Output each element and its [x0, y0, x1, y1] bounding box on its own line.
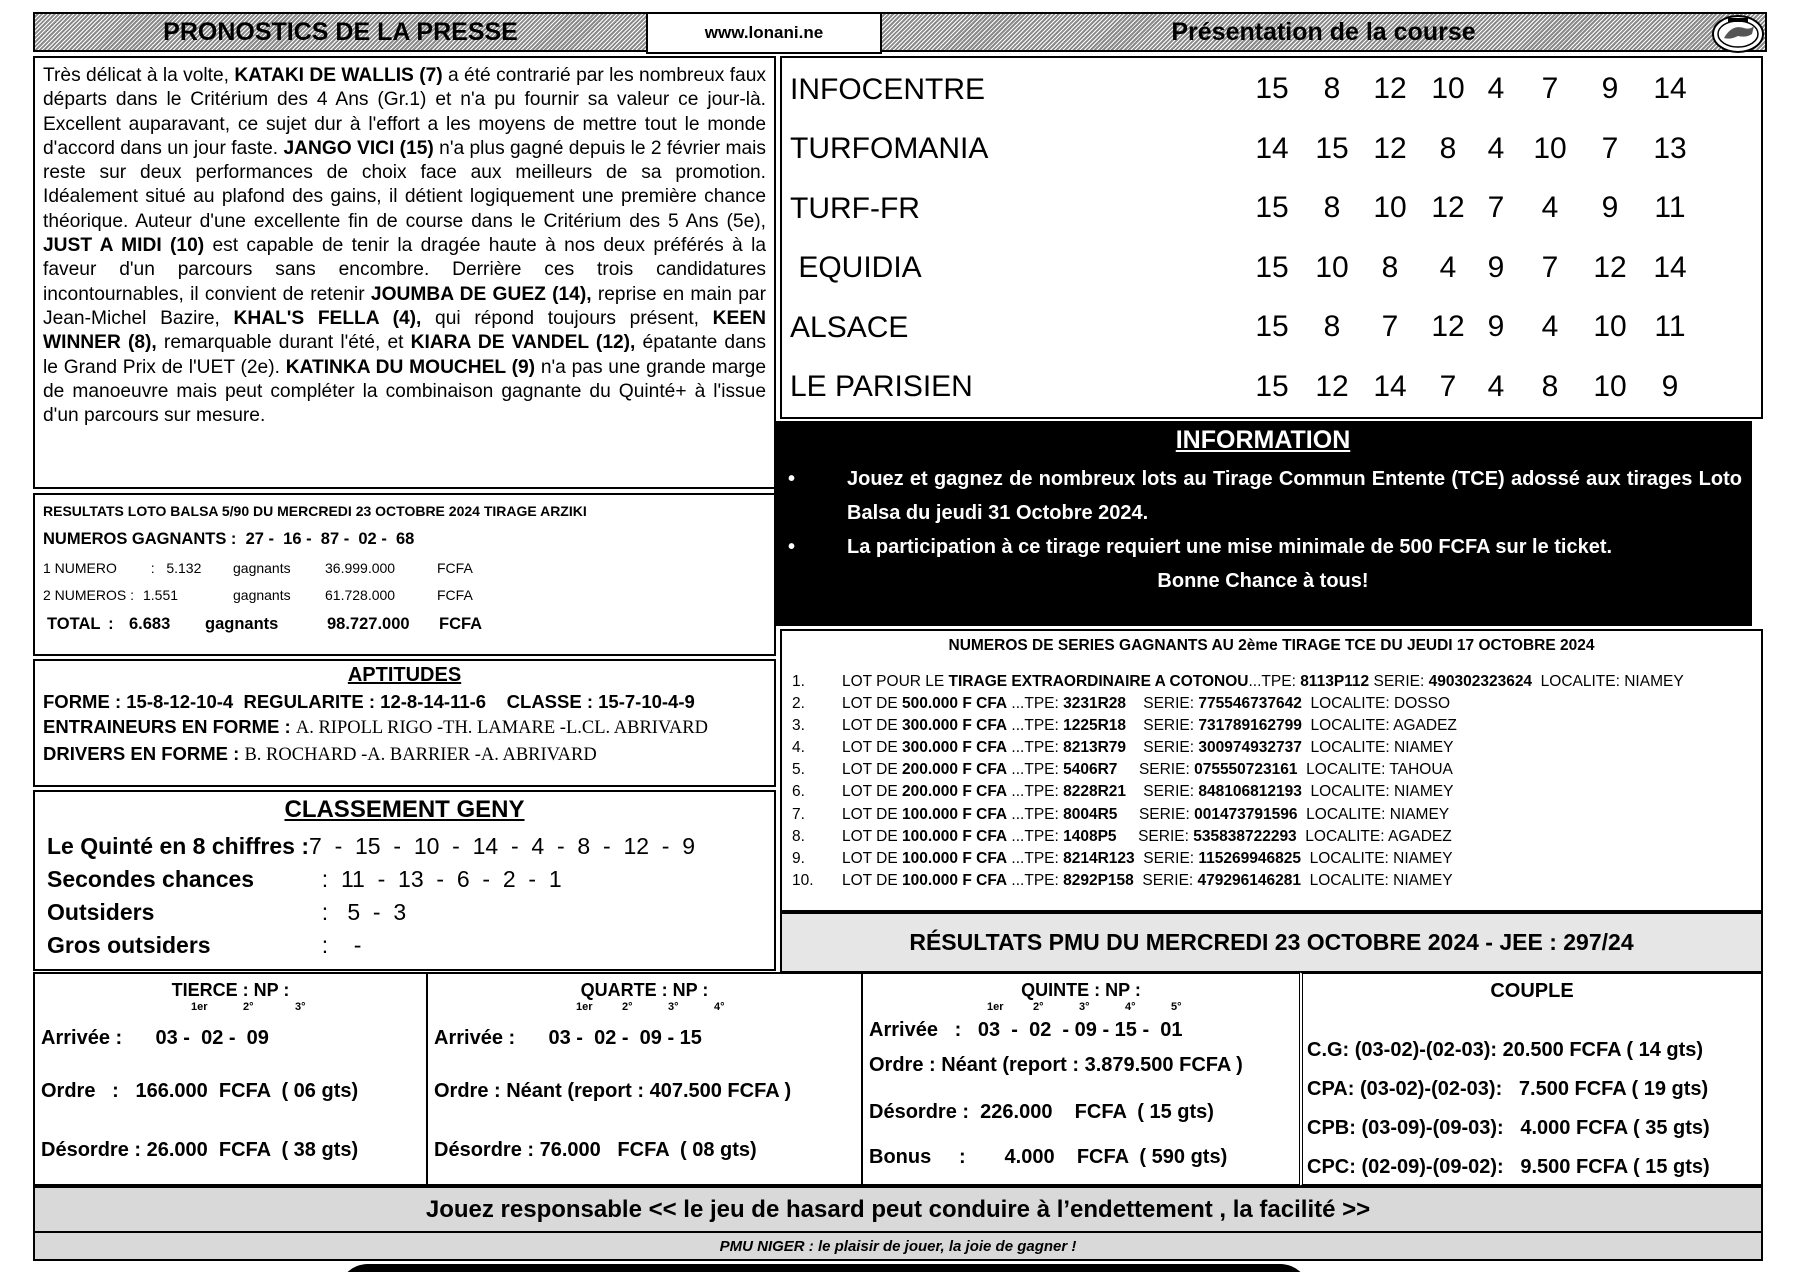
loto-cell: 36.999.000	[325, 560, 396, 576]
tce-row	[782, 737, 1761, 759]
press-pick-number: 9	[1487, 310, 1505, 343]
press-pick-number: 7	[1439, 369, 1457, 403]
press-pick-number: 10	[1593, 369, 1627, 403]
tce-cell: 848106812193	[1198, 783, 1302, 801]
tce-cell: SERIE:	[1126, 783, 1199, 801]
tce-cell: 490302323624	[1428, 673, 1533, 690]
press-pick-number: 7	[1381, 310, 1399, 343]
classement-geny-panel	[33, 790, 776, 971]
loto-row	[43, 582, 766, 609]
geny-value: : 5 - 3	[309, 899, 407, 925]
press-pick-number: 8	[1439, 131, 1457, 165]
tce-row-number: 5.	[792, 761, 805, 779]
tce-title: NUMEROS DE SERIES GAGNANTS AU 2ème TIRAGE TCE DU JEUDI 17 OCTOBRE 2024	[948, 637, 1595, 654]
press-row	[782, 358, 1761, 418]
loto-row	[43, 555, 766, 582]
press-pick-number: 12	[1373, 72, 1407, 105]
information-item: • Jouez et gagnez de nombreux lots au Tirage Commun Entente (TCE) adossé aux tirages Loto Balsa du jeudi 31 Octobre 2024.	[774, 462, 1752, 530]
press-pick-number: 15	[1255, 250, 1289, 284]
press-pick-number: 14	[1653, 250, 1687, 284]
tce-cell: LOT DE	[842, 871, 903, 889]
tce-cell: SERIE:	[1126, 739, 1199, 757]
tce-cell: LOT POUR LE	[842, 673, 949, 690]
press-pick-number: 4	[1487, 72, 1505, 105]
rank-label: 2°	[622, 1001, 633, 1013]
tce-cell: SERIE:	[1116, 827, 1194, 845]
loto-winning-numbers: NUMEROS GAGNANTS : 27 - 16 - 87 - 02 - 68	[43, 530, 415, 548]
press-row	[782, 60, 1761, 120]
press-pick-number: 10	[1373, 191, 1407, 224]
pmu-results-title-bar	[780, 912, 1763, 973]
quarte-title: QUARTE : NP :	[580, 980, 709, 1000]
press-pick-number: 10	[1431, 72, 1465, 105]
tce-cell: ...TPE:	[1007, 695, 1064, 713]
tce-cell: LOCALITE: AGADEZ	[1296, 827, 1452, 845]
loto-cell: FCFA	[437, 587, 473, 603]
tce-row-number: 8.	[792, 827, 805, 845]
tce-cell: 100.000 F CFA	[902, 871, 1008, 889]
press-pick-number: 15	[1255, 369, 1289, 403]
press-pick-number: 7	[1541, 250, 1559, 284]
press-pick-number: 9	[1661, 369, 1679, 403]
horse-name: JUST A MIDI (10)	[43, 235, 205, 257]
quarte-arrivee: Arrivée : 03 - 02 - 09 - 15	[434, 1027, 702, 1049]
loto-cell: 1.551	[143, 587, 179, 603]
geny-row	[35, 830, 774, 863]
tce-cell: LOT DE	[842, 761, 903, 779]
tce-cell: SERIE:	[1369, 673, 1429, 690]
tce-cell: LOCALITE: NIAMEY	[1301, 871, 1453, 889]
website-box	[646, 12, 882, 54]
tce-cell: LOT DE	[842, 827, 903, 845]
pmu-results-title: RÉSULTATS PMU DU MERCREDI 23 OCTOBRE 2024 - JEE : 297/24	[909, 929, 1634, 955]
horse-logo-icon	[1710, 12, 1766, 54]
press-row	[782, 179, 1761, 239]
tce-cell: 8213R79	[1063, 739, 1127, 757]
press-pick-number: 8	[1381, 250, 1399, 284]
tce-cell: 300.000 F CFA	[902, 739, 1008, 757]
quinte-desordre: Désordre : 226.000 FCFA ( 15 gts)	[869, 1101, 1214, 1123]
geny-label: Le Quinté en 8 chiffres :	[47, 833, 309, 859]
pronostic-text	[33, 56, 776, 489]
tce-cell: 100.000 F CFA	[902, 805, 1008, 823]
rank-label: 3°	[1079, 1001, 1090, 1013]
press-source-name: TURFOMANIA	[790, 132, 989, 166]
loto-cell: FCFA	[437, 560, 473, 576]
press-source-name: TURF-FR	[790, 191, 920, 225]
press-pick-number: 9	[1601, 72, 1619, 105]
loto-title: RESULTATS LOTO BALSA 5/90 DU MERCREDI 23 OCTOBRE 2024 TIRAGE ARZIKI	[43, 503, 587, 519]
rank-label: 5°	[1171, 1001, 1182, 1013]
tce-row	[782, 848, 1761, 870]
pronostic-fragment: remarquable durant l'été, et	[156, 332, 411, 354]
press-pick-number: 14	[1653, 72, 1687, 105]
horse-name: KEEN WINNER (8),	[43, 307, 766, 354]
press-pick-number: 4	[1487, 369, 1505, 403]
tce-cell: ...TPE:	[1007, 849, 1064, 867]
press-predictions-table	[780, 56, 1763, 419]
geny-row	[35, 896, 774, 929]
tce-cell: SERIE:	[1134, 849, 1199, 867]
quarte-result	[426, 972, 863, 1186]
tce-row-number: 4.	[792, 739, 805, 757]
tce-cell: 8292P158	[1063, 871, 1134, 889]
horse-name: KIARA DE VANDEL (12),	[410, 332, 636, 354]
loto-total-row	[43, 609, 766, 639]
tce-cell: 300974932737	[1198, 739, 1302, 757]
tce-cell: 500.000 F CFA	[902, 695, 1008, 713]
information-item: • La participation à ce tirage requiert une mise minimale de 500 FCFA sur le ticket.	[774, 530, 1752, 564]
tce-cell: 8228R21	[1063, 783, 1127, 801]
press-pick-number: 9	[1487, 250, 1505, 284]
tce-cell: ...TPE:	[1007, 783, 1064, 801]
loto-total-cell: 6.683	[129, 615, 171, 633]
aptitudes-forme: FORME : 15-8-12-10-4 REGULARITE : 12-8-14-11-6 CLASSE : 15-7-10-4-9	[43, 691, 695, 712]
slogan-text: PMU NIGER : le plaisir de jouer, la joie de gagner !	[719, 1237, 1077, 1255]
horse-name: JANGO VICI (15)	[283, 137, 434, 159]
quinte-ordre: Ordre : Néant (report : 3.879.500 FCFA )	[869, 1054, 1243, 1076]
responsible-gaming-bar	[33, 1186, 1763, 1233]
press-pick-number: 8	[1541, 369, 1559, 403]
tce-cell: 200.000 F CFA	[902, 783, 1008, 801]
pronostic-fragment: n'a plus gagné depuis le 2 février mais reste sur deux performances de choix face aux meilleurs de sa promotion. Idéalement situé au plafond des gains, il détient logiquement une première chance théorique. Auteur d'une excellente fin de course dans le Critérium des 5 Ans (5e),	[43, 137, 766, 232]
loto-cell: gagnants	[233, 560, 291, 576]
couple-row: CPA: (03-02)-(02-03): 7.500 FCFA ( 19 gts)	[1307, 1078, 1709, 1100]
couple-row: CPB: (03-09)-(09-03): 4.000 FCFA ( 35 gts)	[1307, 1117, 1710, 1139]
tce-row-number: 10.	[792, 871, 814, 889]
tce-cell: 775546737642	[1198, 695, 1302, 713]
tce-cell: LOT DE	[842, 695, 903, 713]
press-pick-number: 15	[1315, 131, 1349, 165]
tce-row-number: 1.	[792, 673, 805, 690]
tce-row	[782, 671, 1761, 693]
press-source-name: EQUIDIA	[790, 251, 922, 285]
rank-label: 2°	[243, 1001, 254, 1013]
geny-label: Gros outsiders	[47, 932, 211, 958]
pronostic-fragment: reprise en main par Jean-Michel Bazire,	[43, 283, 766, 329]
geny-value: : 11 - 13 - 6 - 2 - 1	[309, 866, 562, 892]
header-left-bar	[33, 12, 648, 52]
press-pick-number: 12	[1431, 310, 1465, 343]
tce-cell: ...TPE:	[1007, 871, 1064, 889]
information-closing: Bonne Chance à tous!	[1157, 570, 1369, 592]
tce-cell: 001473791596	[1194, 805, 1298, 823]
tce-cell: SERIE:	[1117, 805, 1195, 823]
tce-cell: LOT DE	[842, 717, 903, 735]
tce-cell: 100.000 F CFA	[902, 827, 1008, 845]
geny-label: Secondes chances	[47, 866, 255, 892]
pronostic-fragment: a été contrarié par les nombreux faux départs dans le Critérium des 4 Ans (Gr.1) et n'a pu fournir sa valeur ce jour-là. Excellent auparavant, ce sujet dur à l'effort a les moyens de mettre tout le monde d'accord dans un jour faste.	[43, 65, 766, 159]
geny-value: : -	[309, 932, 362, 958]
rank-label: 4°	[1125, 1001, 1136, 1013]
tce-row	[782, 759, 1761, 781]
aptitudes-trainers: ENTRAINEURS EN FORME : A. RIPOLL RIGO -TH. LAMARE -L.CL. ABRIVARD	[43, 716, 708, 738]
tce-cell: 3231R28	[1063, 695, 1127, 713]
tce-cell: SERIE:	[1133, 871, 1198, 889]
aptitudes-drivers: DRIVERS EN FORME : B. ROCHARD -A. BARRIER -A. ABRIVARD	[43, 743, 597, 765]
tce-cell: 8214R123	[1063, 849, 1135, 867]
rank-label: 3°	[668, 1001, 679, 1013]
pronostic-fragment: est capable de tenir la dragée haute à nos deux préférés à la faveur d'un parcours sans encombre. Derrière ces trois candidatures incontournables, il convient de retenir	[43, 235, 766, 305]
press-source-name: ALSACE	[790, 310, 909, 344]
press-pick-number: 4	[1487, 131, 1505, 165]
press-pick-number: 4	[1541, 310, 1559, 343]
rank-label: 4°	[714, 1001, 725, 1013]
horse-name: KATINKA DU MOUCHEL (9)	[285, 356, 536, 378]
press-pick-number: 11	[1654, 310, 1686, 343]
tce-cell: ...TPE:	[1007, 761, 1064, 779]
rank-label: 2°	[1033, 1001, 1044, 1013]
loto-cell: : 5.132	[143, 560, 202, 576]
tce-cell: 300.000 F CFA	[902, 717, 1008, 735]
tce-row	[782, 870, 1761, 892]
press-row	[782, 120, 1761, 180]
tce-cell: 075550723161	[1194, 761, 1298, 779]
loto-total-cell: TOTAL	[47, 615, 101, 633]
tierce-result	[33, 972, 428, 1186]
pronostic-fragment: épatante dans le Grand Prix de l'UET (2e).	[43, 332, 767, 378]
press-pick-number: 9	[1601, 191, 1619, 224]
press-pick-number: 12	[1593, 250, 1627, 284]
tce-row-number: 2.	[792, 695, 805, 713]
pronostic-fragment: qui répond toujours présent,	[421, 307, 713, 329]
loto-total-cell: FCFA	[439, 615, 483, 633]
loto-cell: gagnants	[233, 587, 291, 603]
press-pick-number: 14	[1255, 131, 1289, 165]
press-pick-number: 8	[1323, 72, 1341, 105]
couple-row: C.G: (03-02)-(02-03): 20.500 FCFA ( 14 gts)	[1307, 1039, 1704, 1061]
slogan-bar	[33, 1231, 1763, 1261]
geny-row	[35, 929, 774, 962]
tce-row	[782, 715, 1761, 737]
tce-cell: 8113P112	[1300, 673, 1370, 690]
quinte-result	[861, 972, 1301, 1186]
press-pick-number: 15	[1255, 72, 1289, 105]
header-left-title: PRONOSTICS DE LA PRESSE	[163, 17, 518, 46]
horse-name: JOUMBA DE GUEZ (14),	[370, 283, 592, 305]
tce-cell: 479296146281	[1197, 871, 1301, 889]
press-pick-number: 4	[1541, 191, 1559, 224]
tce-cell: TIRAGE EXTRAORDINAIRE A COTONOU	[948, 673, 1249, 690]
header-right-bar	[880, 12, 1767, 52]
tce-cell: LOT DE	[842, 849, 903, 867]
tce-cell: 535838722293	[1193, 827, 1297, 845]
press-pick-number: 10	[1315, 250, 1349, 284]
tce-cell: LOCALITE: AGADEZ	[1301, 717, 1457, 735]
loto-results	[33, 493, 776, 656]
quarte-desordre: Désordre : 76.000 FCFA ( 08 gts)	[434, 1139, 757, 1161]
rank-label: 1er	[576, 1001, 593, 1013]
press-pick-number: 10	[1593, 310, 1627, 343]
tce-cell: 8004R5	[1063, 805, 1118, 823]
tce-cell: LOCALITE: NIAMEY	[1301, 849, 1453, 867]
loto-total-cell: gagnants	[205, 615, 279, 633]
geny-row	[35, 863, 774, 896]
couple-row: CPC: (02-09)-(09-02): 9.500 FCFA ( 15 gts)	[1307, 1156, 1710, 1178]
website-url[interactable]: www.lonani.ne	[704, 23, 824, 42]
tierce-ordre: Ordre : 166.000 FCFA ( 06 gts)	[41, 1080, 359, 1102]
couple-title: COUPLE	[1490, 980, 1574, 1002]
quinte-bonus: Bonus : 4.000 FCFA ( 590 gts)	[869, 1146, 1228, 1168]
tce-cell: LOT DE	[842, 739, 903, 757]
information-title: INFORMATION	[1175, 426, 1351, 454]
press-pick-number: 14	[1373, 369, 1407, 403]
press-pick-number: 15	[1255, 310, 1289, 343]
press-pick-number: 13	[1653, 131, 1687, 165]
tce-cell: 731789162799	[1198, 717, 1302, 735]
loto-total-cell: 98.727.000	[327, 615, 410, 633]
press-pick-number: 15	[1255, 191, 1289, 224]
press-pick-number: 4	[1439, 250, 1457, 284]
press-pick-number: 11	[1654, 191, 1686, 224]
tce-cell: SERIE:	[1117, 761, 1195, 779]
information-panel	[774, 421, 1752, 626]
tce-row	[782, 826, 1761, 848]
pronostic-fragment: Très délicat à la volte,	[43, 65, 235, 86]
tce-cell: SERIE:	[1126, 695, 1199, 713]
press-row	[782, 298, 1761, 358]
aptitudes-panel	[33, 659, 776, 787]
quinte-title: QUINTE : NP :	[1021, 980, 1141, 1000]
tce-cell: 115269946825	[1198, 849, 1301, 867]
tce-cell: 200.000 F CFA	[902, 761, 1008, 779]
press-pick-number: 8	[1323, 191, 1341, 224]
geny-value: 7 - 15 - 10 - 14 - 4 - 8 - 12 - 9	[309, 833, 696, 859]
loto-cell: 2 NUMEROS :	[43, 587, 135, 603]
rank-label: 1er	[191, 1001, 208, 1013]
tce-cell: LOCALITE: TAHOUA	[1297, 761, 1453, 779]
tce-row-number: 3.	[792, 717, 805, 735]
tce-cell: ...TPE:	[1007, 717, 1064, 735]
header-right-title: Présentation de la course	[1171, 17, 1476, 46]
geny-title: CLASSEMENT GENY	[284, 796, 525, 823]
horse-name: KATAKI DE WALLIS (7)	[234, 65, 443, 86]
bullet-icon: •	[788, 536, 796, 558]
tce-cell: ...TPE:	[1007, 827, 1064, 845]
bullet-icon: •	[788, 468, 796, 490]
horse-name: KHAL'S FELLA (4),	[233, 307, 422, 329]
tce-series-panel	[780, 629, 1763, 912]
rank-label: 3°	[295, 1001, 306, 1013]
quinte-arrivee: Arrivée : 03 - 02 - 09 - 15 - 01	[869, 1019, 1183, 1041]
press-pick-number: 7	[1541, 72, 1559, 105]
press-pick-number: 12	[1373, 131, 1407, 165]
tce-cell: 1408P5	[1063, 827, 1117, 845]
tce-cell: LOCALITE: DOSSO	[1301, 695, 1450, 713]
tce-cell: LOT DE	[842, 805, 903, 823]
tce-cell: ...TPE:	[1248, 673, 1301, 690]
loto-total-cell: :	[99, 615, 114, 633]
quarte-ordre: Ordre : Néant (report : 407.500 FCFA )	[434, 1080, 792, 1102]
press-source-name: INFOCENTRE	[790, 72, 985, 106]
tce-cell: 100.000 F CFA	[902, 849, 1008, 867]
pronostic-fragment: n'a pas une grande marge de manoeuvre mais peut compléter la combinaison gagnante du Quinté+ à l'issue d'un parcours sur mesure.	[43, 356, 766, 427]
loto-cell: 1 NUMERO	[43, 560, 117, 576]
aptitudes-title: APTITUDES	[347, 664, 462, 686]
geny-label: Outsiders	[47, 899, 155, 925]
tce-cell: LOCALITE: NIAMEY	[1301, 783, 1454, 801]
tce-cell: SERIE:	[1126, 717, 1199, 735]
press-pick-number: 12	[1315, 369, 1349, 403]
tce-row	[782, 781, 1761, 803]
press-pick-number: 7	[1601, 131, 1619, 165]
tce-row	[782, 693, 1761, 715]
tce-cell: LOT DE	[842, 783, 903, 801]
tierce-title: TIERCE : NP :	[171, 980, 290, 1000]
press-source-name: LE PARISIEN	[790, 370, 973, 404]
bottom-banner-edge	[338, 1264, 1310, 1272]
press-row	[782, 239, 1761, 299]
tce-row-number: 6.	[792, 783, 805, 801]
press-pick-number: 10	[1533, 131, 1567, 165]
tce-cell: 5406R7	[1063, 761, 1118, 779]
tce-row-number: 9.	[792, 849, 805, 867]
tce-cell: LOCALITE: NIAMEY	[1297, 805, 1450, 823]
press-pick-number: 12	[1431, 191, 1465, 224]
rank-label: 1er	[987, 1001, 1004, 1013]
tce-cell: 1225R18	[1063, 717, 1127, 735]
couple-result	[1299, 972, 1763, 1186]
tce-row-number: 7.	[792, 805, 805, 823]
tierce-arrivee: Arrivée : 03 - 02 - 09	[41, 1027, 269, 1049]
press-pick-number: 8	[1323, 310, 1341, 343]
loto-cell: 61.728.000	[325, 587, 396, 603]
responsible-gaming-text: Jouez responsable << le jeu de hasard peut conduire à l’endettement , la facilité >>	[425, 1195, 1371, 1223]
tierce-desordre: Désordre : 26.000 FCFA ( 38 gts)	[41, 1139, 359, 1161]
tce-cell: ...TPE:	[1007, 739, 1064, 757]
tce-row	[782, 804, 1761, 826]
tce-cell: LOCALITE: NIAMEY	[1532, 673, 1684, 690]
tce-cell: ...TPE:	[1007, 805, 1064, 823]
press-pick-number: 7	[1487, 191, 1505, 224]
tce-cell: LOCALITE: NIAMEY	[1301, 739, 1454, 757]
